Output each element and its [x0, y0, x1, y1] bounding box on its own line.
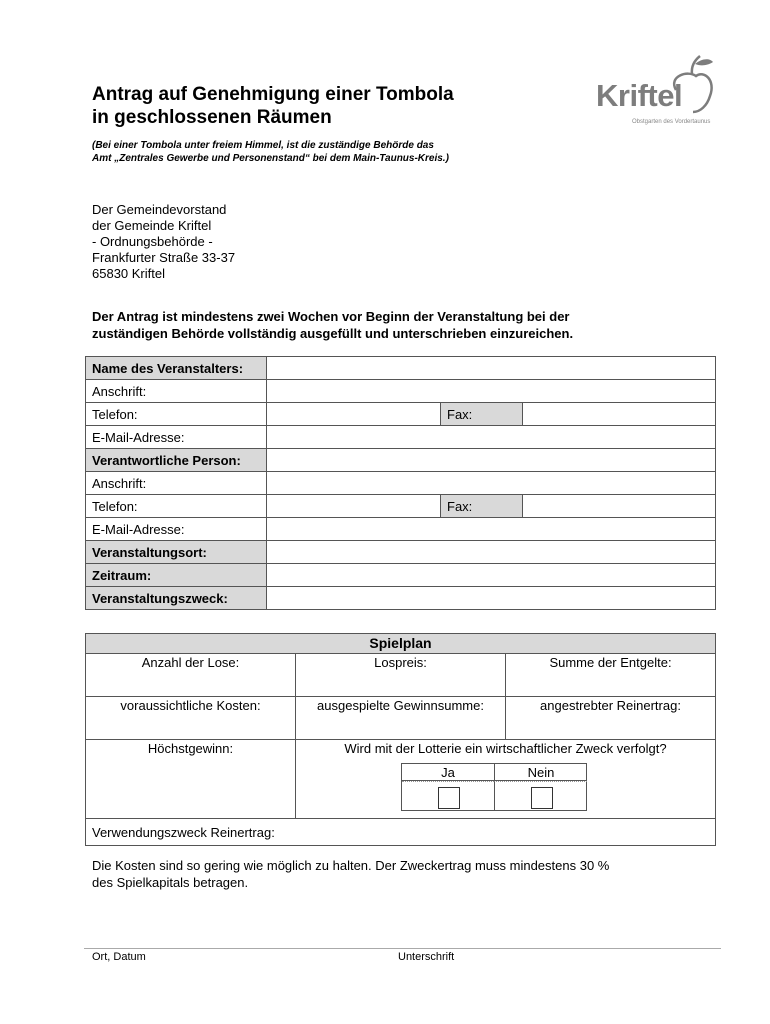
- title-line-2: in geschlossenen Räumen: [92, 107, 332, 128]
- organizer-name-field[interactable]: [267, 357, 716, 380]
- logo-wordmark: Kriftel: [596, 78, 683, 113]
- intro-line-1: Der Antrag ist mindestens zwei Wochen vor Beginn der Veranstaltung bei der: [92, 309, 570, 324]
- proceeds-usage-label: Verwendungszweck Reinertrag:: [92, 824, 275, 840]
- page-title: [92, 83, 454, 129]
- address-line-1: Der Gemeindevorstand: [92, 202, 227, 217]
- responsible-fax-label: Fax:: [441, 495, 523, 518]
- organizer-fax-field[interactable]: [523, 403, 716, 426]
- responsible-email-field[interactable]: [267, 518, 716, 541]
- cost-note: [92, 857, 609, 891]
- yes-no-choice: [401, 763, 587, 811]
- recipient-address: [92, 202, 235, 282]
- responsible-name-label: Verantwortliche Person:: [86, 449, 267, 472]
- organizer-fax-label: Fax:: [441, 403, 523, 426]
- lots-count-cell[interactable]: [86, 654, 296, 697]
- lot-price-label: Lospreis:: [374, 655, 427, 670]
- yes-label: Ja: [402, 764, 494, 781]
- lot-price-cell[interactable]: [296, 654, 506, 697]
- submission-instructions: [92, 308, 573, 342]
- fees-sum-cell[interactable]: [506, 654, 716, 697]
- economic-purpose-question: Wird mit der Lotterie ein wirtschaftlicher Zweck verfolgt?: [344, 741, 667, 756]
- expected-costs-label: voraussichtliche Kosten:: [120, 698, 261, 713]
- cost-note-line-2: des Spielkapitals betragen.: [92, 875, 249, 890]
- responsible-fax-field[interactable]: [523, 495, 716, 518]
- address-line-2: der Gemeinde Kriftel: [92, 218, 212, 233]
- responsible-name-field[interactable]: [267, 449, 716, 472]
- yes-checkbox[interactable]: [438, 787, 460, 809]
- event-purpose-label: Veranstaltungszweck:: [86, 587, 267, 610]
- lots-count-label: Anzahl der Lose:: [141, 655, 240, 670]
- prize-sum-label: ausgespielte Gewinnsumme:: [317, 698, 484, 713]
- expected-costs-cell[interactable]: [86, 697, 296, 740]
- event-period-field[interactable]: [267, 564, 716, 587]
- jurisdiction-note: [92, 139, 449, 165]
- organizer-email-label: E-Mail-Adresse:: [86, 426, 267, 449]
- organizer-phone-label: Telefon:: [86, 403, 267, 426]
- game-plan-heading: Spielplan: [86, 634, 716, 654]
- organizer-phone-field[interactable]: [267, 403, 441, 426]
- title-line-1: Antrag auf Genehmigung einer Tombola: [92, 84, 454, 105]
- signature-line: [84, 948, 721, 949]
- applicant-table: [85, 356, 716, 610]
- fees-sum-label: Summe der Entgelte:: [549, 655, 672, 670]
- max-prize-cell[interactable]: [86, 740, 296, 819]
- intro-line-2: zuständigen Behörde vollständig ausgefüllt und unterschrieben einzureichen.: [92, 326, 574, 341]
- event-location-label: Veranstaltungsort:: [86, 541, 267, 564]
- prize-sum-cell[interactable]: [296, 697, 506, 740]
- address-line-5: 65830 Kriftel: [92, 266, 165, 281]
- no-checkbox[interactable]: [531, 787, 553, 809]
- cost-note-line-1: Die Kosten sind so gering wie möglich zu halten. Der Zweckertrag muss mindestens 30 %: [92, 858, 610, 873]
- responsible-address-field[interactable]: [267, 472, 716, 495]
- yes-cell: [402, 781, 494, 811]
- place-date-label: Ort, Datum: [92, 951, 146, 963]
- organizer-email-field[interactable]: [267, 426, 716, 449]
- no-cell: [494, 781, 587, 811]
- target-proceeds-label: angestrebter Reinertrag:: [540, 698, 681, 713]
- logo-tagline: Obstgarten des Vordertaunus: [632, 119, 711, 125]
- kriftel-logo: [592, 52, 722, 130]
- organizer-name-label: Name des Veranstalters:: [86, 357, 267, 380]
- responsible-address-label: Anschrift:: [86, 472, 267, 495]
- responsible-email-label: E-Mail-Adresse:: [86, 518, 267, 541]
- game-plan-table: [85, 633, 716, 846]
- no-label: Nein: [494, 764, 587, 781]
- address-line-3: - Ordnungsbehörde -: [92, 234, 213, 249]
- organizer-address-field[interactable]: [267, 380, 716, 403]
- responsible-phone-field[interactable]: [267, 495, 441, 518]
- event-period-label: Zeitraum:: [86, 564, 267, 587]
- max-prize-label: Höchstgewinn:: [147, 741, 234, 756]
- organizer-address-label: Anschrift:: [86, 380, 267, 403]
- note-line-2: Amt „Zentrales Gewerbe und Personenstand“ bei dem Main-Taunus-Kreis.): [92, 153, 449, 164]
- address-line-4: Frankfurter Straße 33-37: [92, 250, 236, 265]
- responsible-phone-label: Telefon:: [86, 495, 267, 518]
- note-line-1: (Bei einer Tombola unter freiem Himmel, ist die zuständige Behörde das: [92, 140, 434, 151]
- signature-label: Unterschrift: [398, 951, 455, 963]
- target-proceeds-cell[interactable]: [506, 697, 716, 740]
- event-purpose-field[interactable]: [267, 587, 716, 610]
- event-location-field[interactable]: [267, 541, 716, 564]
- proceeds-usage-cell[interactable]: [86, 819, 716, 846]
